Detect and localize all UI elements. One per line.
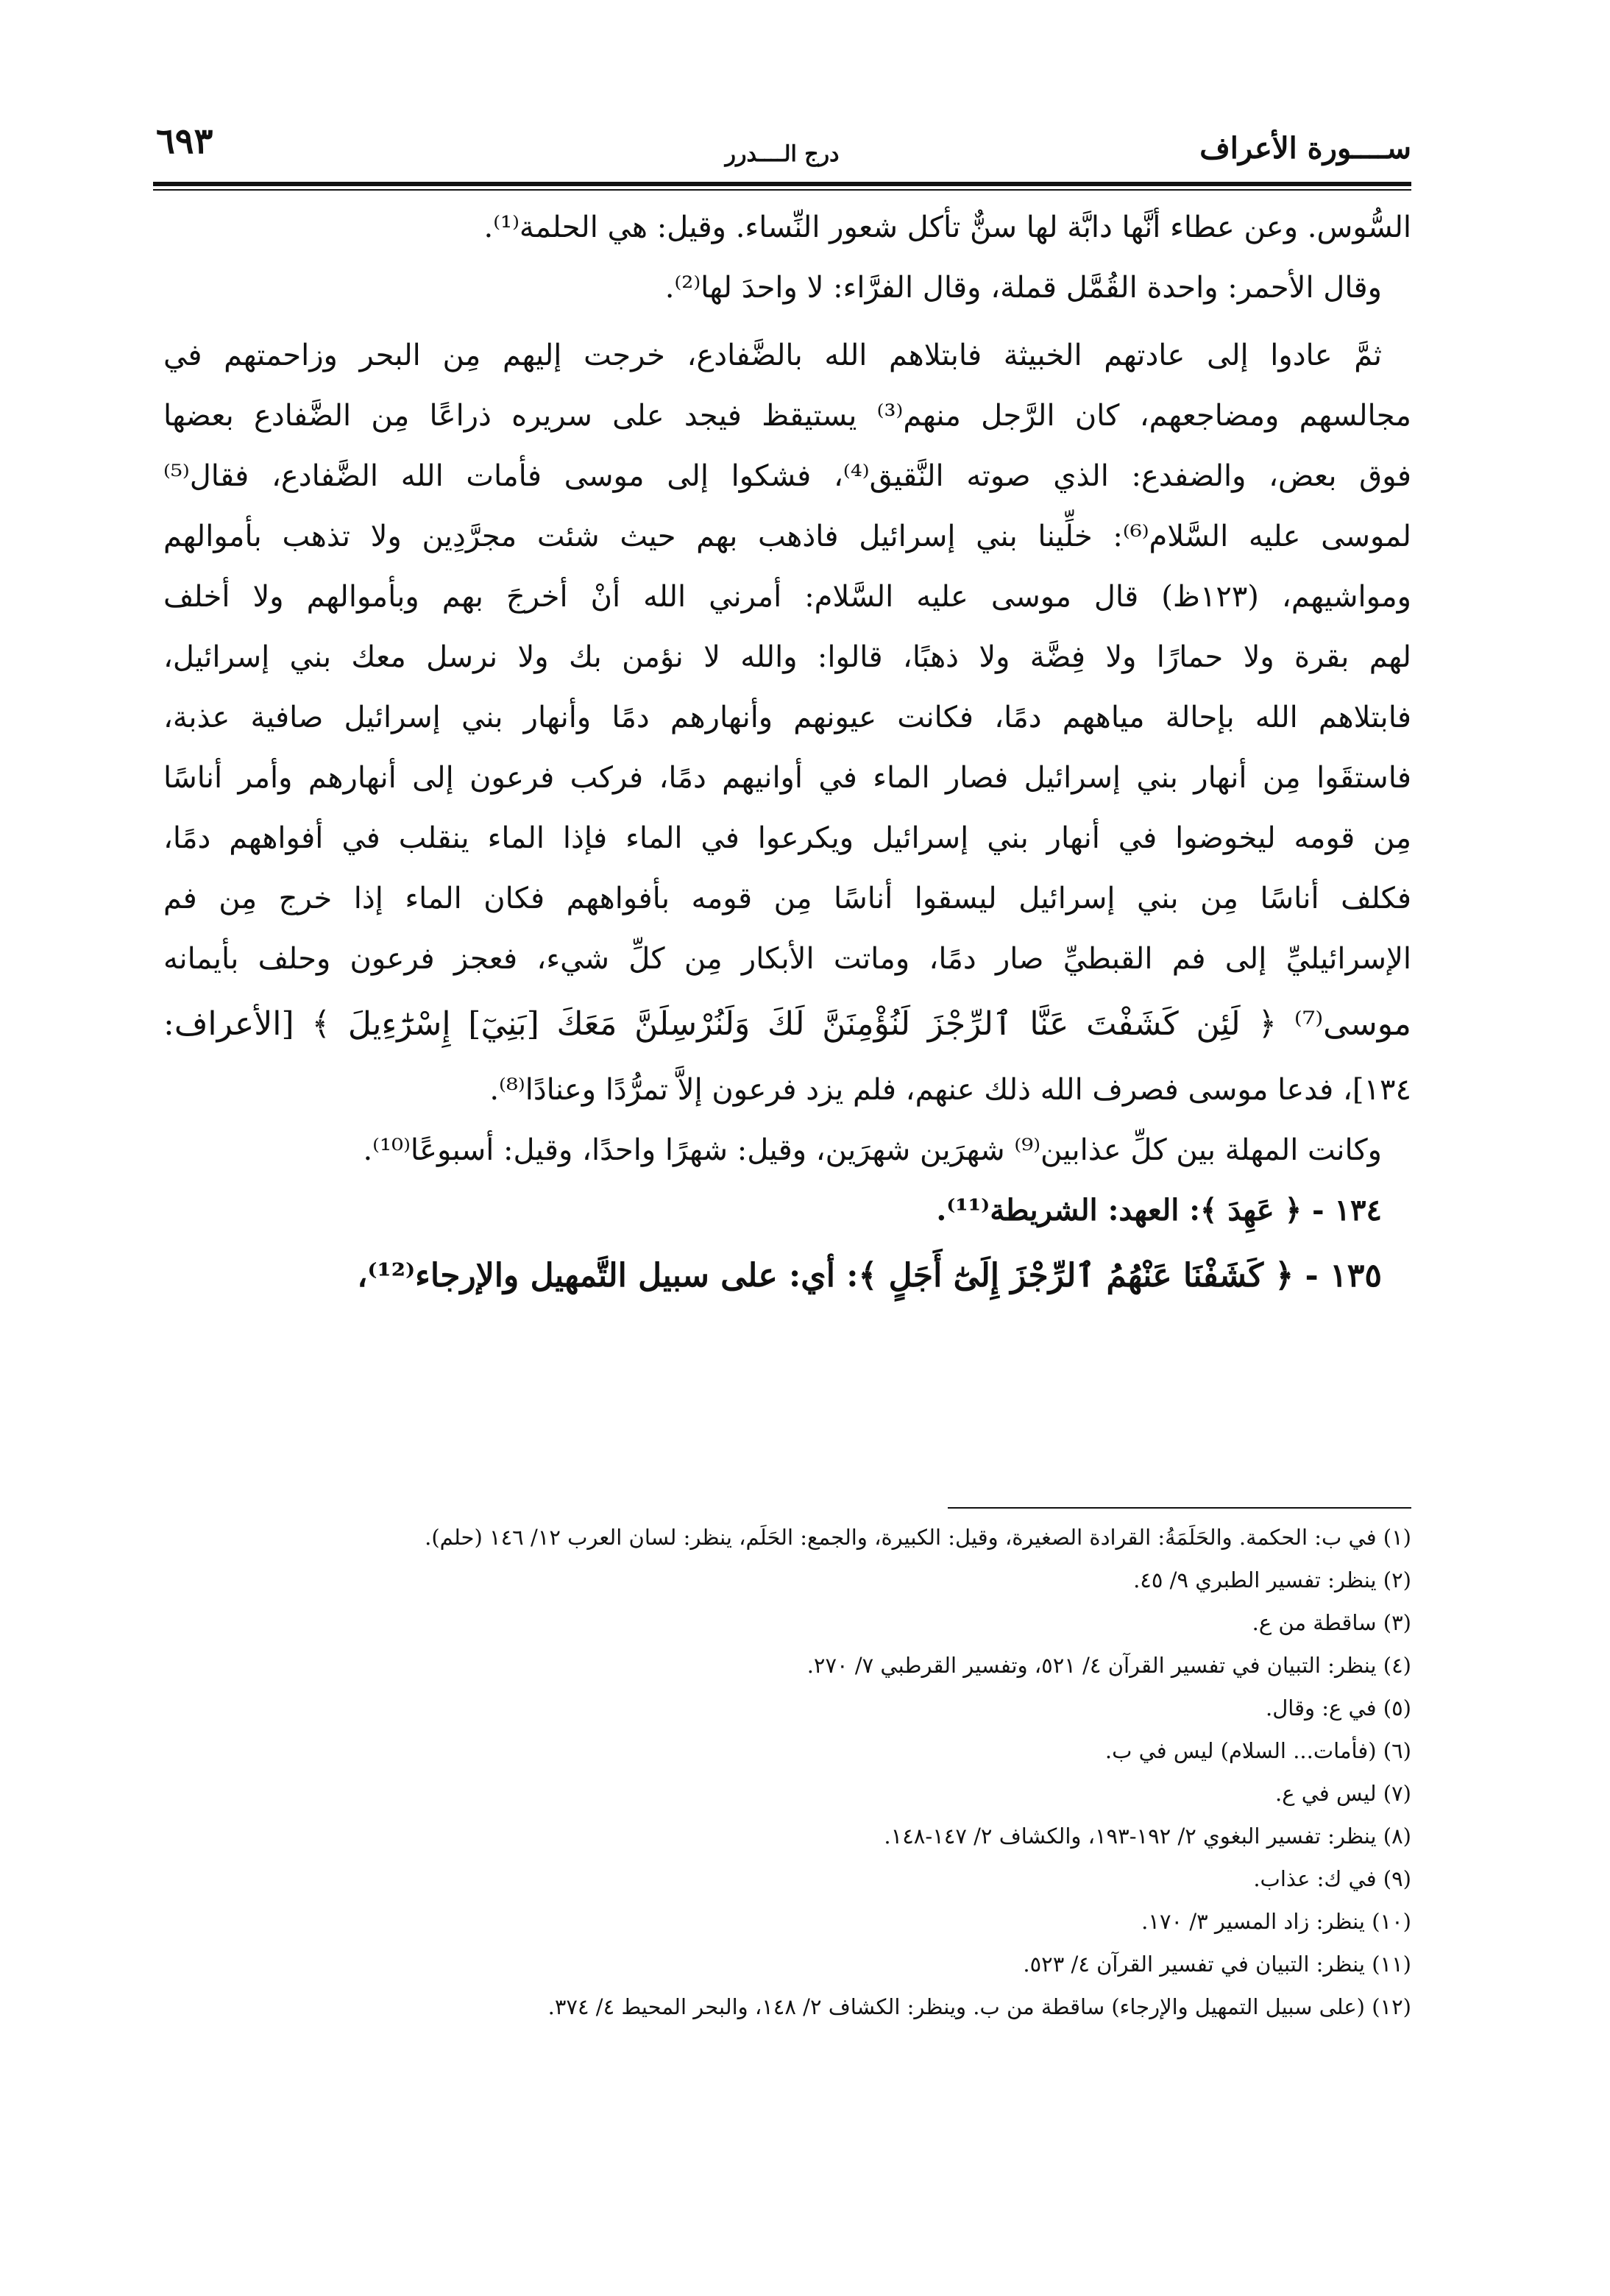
text-line: فابتلاهم الله بإحالة مياههم دمًا، فكانت عيونهم وأنهارهم دمًا وأنهار بني إسرائيل صافية عذبة، (163, 701, 1411, 734)
book-title: درج الــــدرر (725, 141, 840, 167)
footnote-item: (٨) ينظر: تفسير البغوي ٢/ ١٩٢-١٩٣، والكشاف ٢/ ١٤٧-١٤٨. (884, 1824, 1411, 1849)
footnote-item: (١٠) ينظر: زاد المسير ٣/ ١٧٠. (1141, 1909, 1411, 1934)
verse-gloss-134: ١٣٤ - ﴿ عَهِدَ ﴾: العهد: الشريطة⁽¹¹⁾. (936, 1193, 1382, 1227)
footnote-item: (٥) في ع: وقال. (1266, 1696, 1411, 1721)
text-line: السُّوس. وعن عطاء أنَّها دابَّة لها سنٌّ تأكل شعور النِّساء. وقيل: هي الحلمة⁽¹⁾. (483, 210, 1411, 244)
footnote-item: (١) في ب: الحكمة. والحَلَمَةُ: القرادة الصغيرة، وقيل: الكبيرة، والجمع: الحَلَم، ينظر: لسان العرب ١٢/ ١٤٦ (حلم). (425, 1525, 1411, 1550)
text-line: وقال الأحمر: واحدة القُمَّل قملة، وقال الفرَّاء: لا واحدَ لها⁽²⁾. (664, 271, 1382, 305)
footnote-item: (٤) ينظر: التبيان في تفسير القرآن ٤/ ٥٢١، وتفسير القرطبي ٧/ ٢٧٠. (806, 1653, 1411, 1678)
page-number: ٦٩٣ (156, 121, 213, 162)
verse-gloss-135: ١٣٥ - ﴿ كَشَفْنَا عَنْهُمُ ٱلرِّجْزَ إِلَىٰٓ أَجَلٍ ﴾: أي: على سبيل التَّمهيل والإرجاء⁽¹²⁾، (357, 1257, 1382, 1294)
footnote-item: (١١) ينظر: التبيان في تفسير القرآن ٤/ ٥٢٣. (1023, 1952, 1411, 1977)
header-rule-thin (153, 189, 1411, 191)
footnote-item: (٧) ليس في ع. (1275, 1781, 1411, 1806)
text-line: الإسرائيليِّ إلى فم القبطيِّ صار دمًا، وماتت الأبكار مِن كلِّ شيء، فعجز فرعون وحلف بأيمانه (163, 942, 1411, 976)
text-line: فوق بعض، والضفدع: الذي صوته النَّقيق⁽⁴⁾، فشكوا إلى موسى فأمات الله الضَّفادع، فقال⁽⁵⁾ (163, 459, 1411, 493)
footnote-item: (١٢) (على سبيل التمهيل والإرجاء) ساقطة من ب. وينظر: الكشاف ٢/ ١٤٨، والبحر المحيط ٤/ ٣٧٤. (547, 1994, 1411, 2019)
main-text (163, 197, 1411, 1311)
footnote-divider (948, 1507, 1411, 1509)
text-line: لهم بقرة ولا حمارًا ولا فِضَّة ولا ذهبًا، قالوا: والله لا نؤمن بك ولا نرسل معك بني إسرائيل، (163, 640, 1411, 674)
text-line: مجالسهم ومضاجعهم، كان الرَّجل منهم⁽³⁾ يستيقظ فيجد على سريره ذراعًا مِن الضَّفادع بعضها (163, 399, 1411, 433)
footnotes (163, 1516, 1411, 2028)
text-line: ١٣٤]، فدعا موسى فصرف الله ذلك عنهم، فلم يزد فرعون إلاَّ تمرُّدًا وعنادًا⁽⁸⁾. (489, 1073, 1411, 1107)
footnote-item: (٦) (فأمات... السلام) ليس في ب. (1104, 1738, 1411, 1763)
page-header (153, 110, 1411, 181)
text-line: فكلف أناسًا مِن بني إسرائيل ليسقوا أناسًا مِن قومه بأفواههم فكان الماء إذا خرج مِن فم (163, 882, 1411, 915)
text-line: مِن قومه ليخوضوا في أنهار بني إسرائيل ويكرعوا في الماء فإذا الماء ينقلب في أفواههم دمًا، (163, 821, 1411, 855)
footnote-item: (٩) في ك: عذاب. (1253, 1866, 1411, 1891)
header-rule-thick (153, 182, 1411, 186)
surah-title: ســــورة الأعراف (1199, 131, 1411, 166)
footnote-item: (٣) ساقطة من ع. (1252, 1610, 1411, 1635)
text-line: ثمَّ عادوا إلى عادتهم الخبيثة فابتلاهم الله بالضَّفادع، خرجت إليهم مِن البحر وزاحمتهم في (163, 339, 1382, 372)
text-line: فاستقَوا مِن أنهار بني إسرائيل فصار الماء في أوانيهم دمًا، فركب فرعون إلى أنهارهم وأمر أناسًا (163, 761, 1411, 795)
text-line: ومواشيهم، (١٢٣ظ) قال موسى عليه السَّلام: أمرني الله أنْ أخرجَ بهم وبأموالهم ولا أخلف (163, 580, 1411, 614)
text-line: وكانت المهلة بين كلِّ عذابين⁽⁹⁾ شهرَين شهرَين، وقيل: شهرًا واحدًا، وقيل: أسبوعًا⁽¹⁰⁾. (363, 1133, 1382, 1167)
text-line: لموسى عليه السَّلام⁽⁶⁾: خلِّينا بني إسرائيل فاذهب بهم حيث شئت مجرَّدِين ولا تذهب بأموالهم (163, 520, 1411, 553)
footnote-item: (٢) ينظر: تفسير الطبري ٩/ ٤٥. (1133, 1567, 1411, 1592)
text-line-quran: موسى⁽⁷⁾ ﴿ لَئِن كَشَفْتَ عَنَّا ٱلرِّجْزَ لَنُؤْمِنَنَّ لَكَ وَلَنُرْسِلَنَّ مَعَكَ [بَنِيٓ] إِسْرَٰٓءِيلَ ﴾ [الأعراف: (163, 1005, 1411, 1043)
